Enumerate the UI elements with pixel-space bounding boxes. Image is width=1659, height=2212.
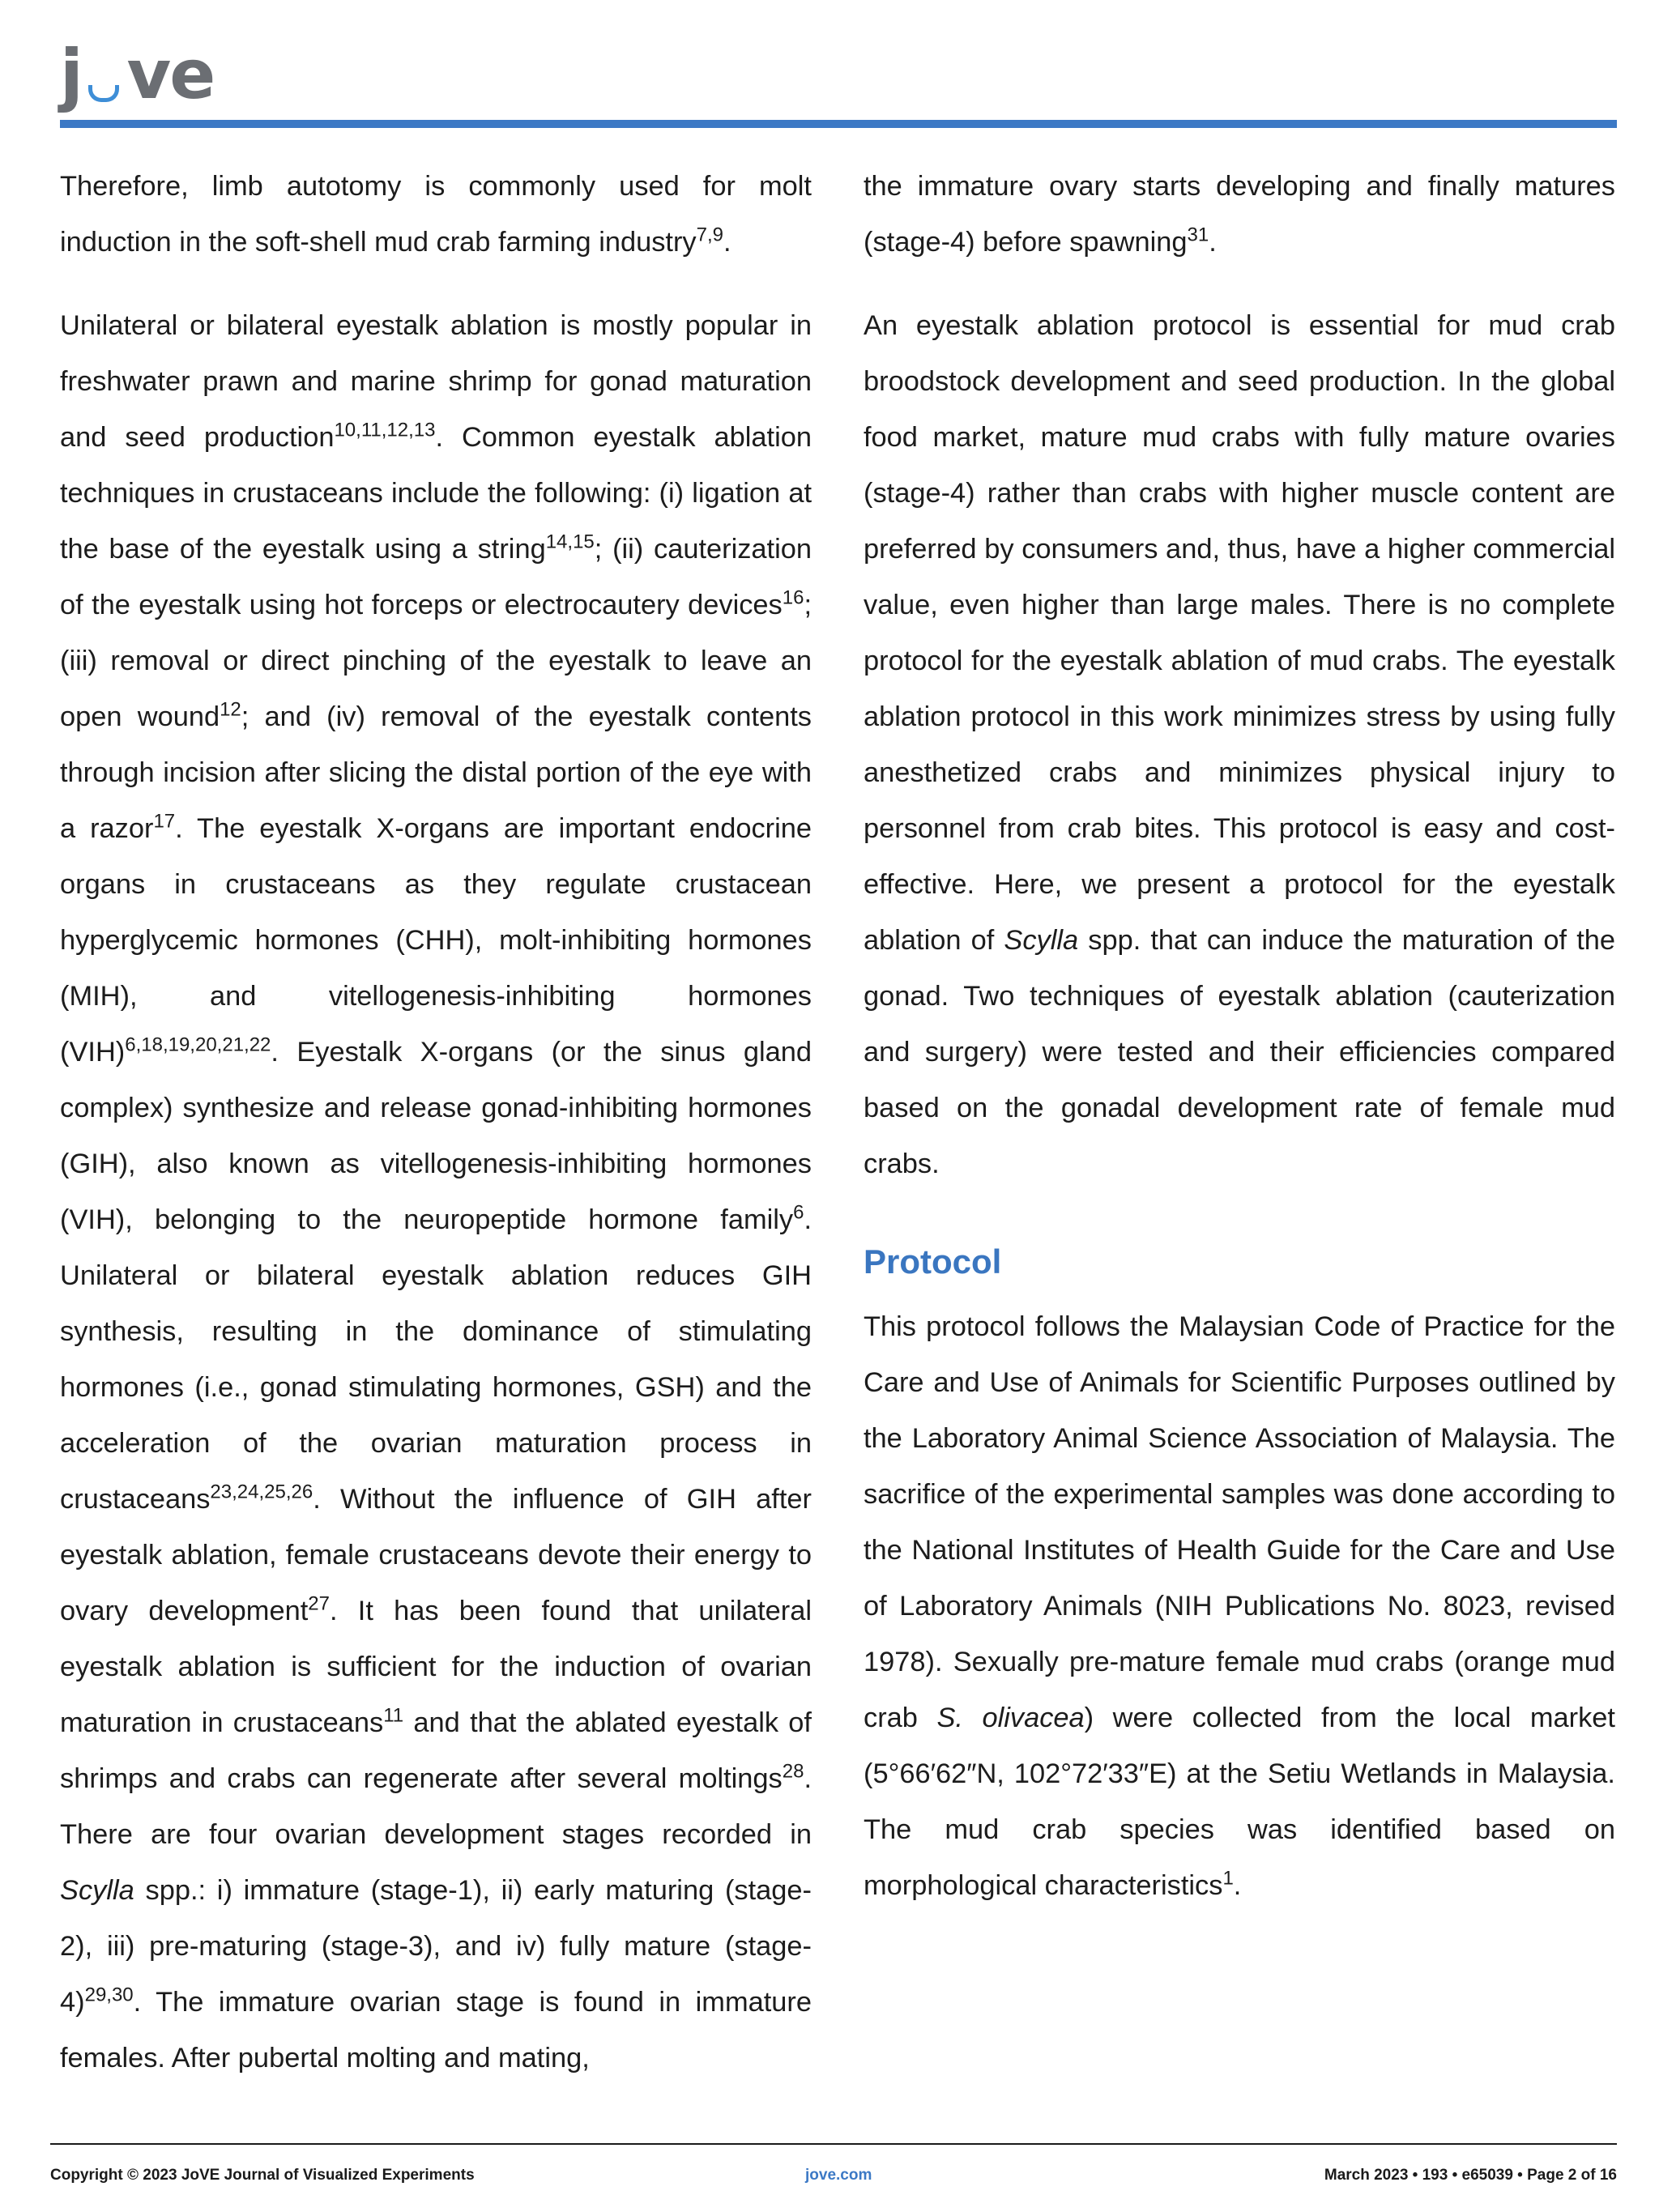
right-paragraph-3: This protocol follows the Malaysian Code of Practice for the Care and Use of Animals for Scientific Purposes outlined by the Laboratory Animal Science Association of Malaysia. The sacrifice of the experimental samples was done according to the National Institutes of Health Guide for the Care and Use of Laboratory Animals (NIH Publications No. 8023, revised 1978). Sexually pre-mature female mud crabs (orange mud crab S. olivacea) were collected from the local market (5°66′62″N, 102°72′33″E) at the Setiu Wetlands in Malaysia. The mud crab species was identified based on morphological characteristics$^1$. [864, 1311, 1615, 1901]
citation[interactable]: 16 [782, 586, 804, 609]
citation[interactable]: 23,24,25,26 [210, 1481, 313, 1503]
footer-rule [50, 2143, 1617, 2145]
logo-speech-bubble-icon [82, 36, 127, 113]
left-paragraph-2: Unilateral or bilateral eyestalk ablation is mostly popular in freshwater prawn and marine shrimp for gonad maturation and seed production$^{10,11,12,13}$. Common eyestalk ablation techniques in crustaceans include the following: (i) ligation at the base of the eyestalk using a string$^{14,15}$; (ii) cauterization of the eyestalk using hot forceps or electrocautery devices$^{16}$; (iii) removal or direct pinching of the eyestalk to leave an open wound$^{12}$; and (iv) removal of the eyestalk contents through incision after slicing the distal portion of the eye with a razor$^{17}$. The eyestalk X-organs are important endocrine organs in crustaceans as they regulate crustacean hyperglycemic hormones (CHH), molt-inhibiting hormones (MIH), and vitellogenesis-inhibiting hormones (VIH)$^{6,18,19,20,21,22}$. Eyestalk X-organs (or the sinus gland complex) synthesize and release gonad-inhibiting hormones (GIH), also known as vitellogenesis-inhibiting hormones (VIH), belonging to the neuropeptide hormone family$^6$. Unilateral or bilateral eyestalk ablation reduces GIH synthesis, resulting in the dominance of stimulating hormones (i.e., gonad stimulating hormones, GSH) and the acceleration of the ovarian maturation process in crustaceans$^{23,24,25,26}$. Without the influence of GIH after eyestalk ablation, female crustaceans devote their energy to ovary development$^{27}$. It has been found that unilateral eyestalk ablation is sufficient for the induction of ovarian maturation in crustaceans$^{11}$ and that the ablated eyestalk of shrimps and crabs can regenerate after several moltings$^{28}$. There are four ovarian development stages recorded in Scylla spp.: i) immature (stage-1), ii) early maturing (stage-2), iii) pre-maturing (stage-3), and iv) fully mature (stage-4)$^{29,30}$. The immature ovarian stage is found in immature females. After pubertal molting and mating, [60, 310, 812, 2073]
citation[interactable]: 27 [308, 1592, 330, 1615]
citation[interactable]: 28 [782, 1760, 804, 1783]
citation[interactable]: 29,30 [84, 1984, 134, 2006]
footer-site-link[interactable]: jove.com [805, 2167, 872, 2184]
citation[interactable]: 17 [153, 810, 176, 833]
citation[interactable]: 6,18,19,20,21,22 [125, 1034, 271, 1056]
footer-issue-info: March 2023 • 193 • e65039 • Page 2 of 16 [1324, 2167, 1617, 2184]
citation[interactable]: 14,15 [545, 531, 595, 553]
citation[interactable]: 7,9 [696, 224, 724, 246]
right-paragraph-1: the immature ovary starts developing and finally matures (stage-4) before spawning$^{31}$. [864, 171, 1615, 258]
citation[interactable]: 31 [1187, 224, 1209, 246]
jove-logo[interactable]: j ve [60, 35, 215, 114]
left-paragraph-1: Therefore, limb autotomy is commonly used for molt induction in the soft-shell mud crab farming industry$^{7,9}$. [60, 171, 812, 258]
citation[interactable]: 6 [793, 1201, 804, 1224]
citation[interactable]: 11 [383, 1704, 404, 1727]
section-heading-protocol: Protocol [864, 1242, 1002, 1281]
citation[interactable]: 12 [220, 698, 241, 721]
header-rule [60, 120, 1617, 128]
right-column [864, 159, 1615, 1941]
footer-copyright: Copyright © 2023 JoVE Journal of Visualized Experiments [50, 2167, 475, 2184]
left-column [60, 159, 812, 2114]
right-paragraph-2: An eyestalk ablation protocol is essential for mud crab broodstock development and seed production. In the global food market, mature mud crabs with fully mature ovaries (stage-4) rather than crabs with higher muscle content are preferred by consumers and, thus, have a higher commercial value, even higher than large males. There is no complete protocol for the eyestalk ablation of mud crabs. The eyestalk ablation protocol in this work minimizes stress by using fully anesthetized crabs and minimizes physical injury to personnel from crab bites. This protocol is easy and cost-effective. Here, we present a protocol for the eyestalk ablation of Scylla spp. that can induce the maturation of the gonad. Two techniques of eyestalk ablation (cauterization and surgery) were tested and their efficiencies compared based on the gonadal development rate of female mud crabs. [864, 310, 1616, 1179]
citation[interactable]: 10,11,12,13 [334, 419, 436, 441]
citation[interactable]: 1 [1222, 1867, 1234, 1890]
